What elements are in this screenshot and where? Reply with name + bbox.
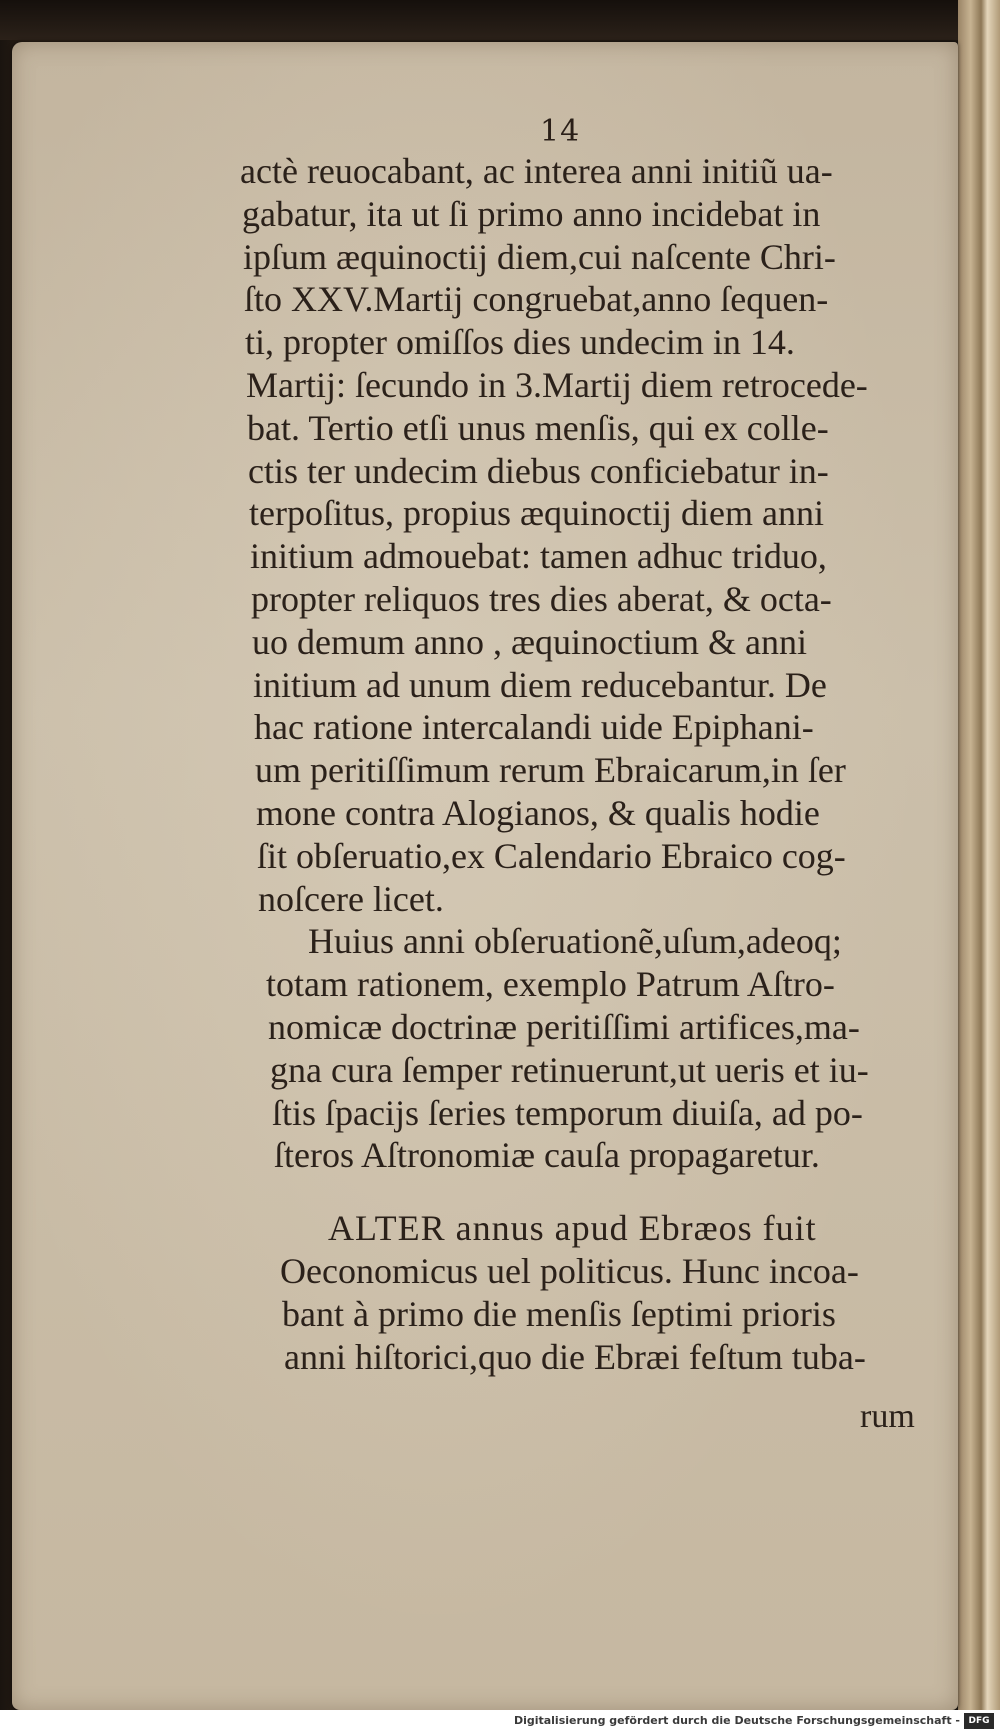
- text-line: nomicæ doctrinæ peritiſſimi artifices,ma-: [268, 1006, 860, 1047]
- text-line: totam rationem, exemplo Patrum Aſtro-: [266, 964, 835, 1005]
- catchword: rum: [860, 1398, 915, 1435]
- dfg-logo-icon: DFG: [964, 1713, 994, 1729]
- text-line: ALTER annus apud Ebræos fuit: [328, 1208, 817, 1249]
- text-line: hac ratione intercalandi uide Epiphani-: [254, 707, 814, 748]
- text-line: gna cura ſemper retinuerunt,ut ueris et iu-: [270, 1049, 869, 1090]
- text-line: gabatur, ita ut ſi primo anno incidebat in: [242, 193, 821, 234]
- digitization-footer: [0, 1710, 1000, 1733]
- text-line: uo demum anno , æquinoctium & anni: [252, 621, 807, 662]
- book-edge-top: [0, 0, 1000, 40]
- text-line: Martij: ſecundo in 3.Martij diem retrocede-: [246, 364, 868, 405]
- paragraph-1: [240, 150, 930, 920]
- text-line: Huius anni obſeruationẽ,uſum,adeoq;: [308, 921, 842, 962]
- text-line: ti, propter omiſſos dies undecim in 14.: [245, 322, 795, 363]
- text-line: anni hiſtorici,quo die Ebræi feſtum tuba-: [284, 1336, 866, 1377]
- text-line: actè reuocabant, ac interea anni initiũ ua-: [240, 151, 833, 191]
- text-line: Oeconomicus uel politicus. Hunc incoa-: [280, 1250, 859, 1291]
- text-line: noſcere licet.: [258, 878, 444, 919]
- text-line: initium ad unum diem reducebantur. De: [253, 664, 827, 705]
- text-line: ſto XXV.Martij congruebat,anno ſequen-: [244, 279, 829, 320]
- text-line: bat. Tertio etſi unus menſis, qui ex colle-: [247, 407, 829, 448]
- body-text: [240, 150, 930, 1378]
- paragraph-3: [240, 1207, 930, 1378]
- text-line: ſit obſeruatio,ex Calendario Ebraico cog-: [257, 835, 846, 876]
- text-line: propter reliquos tres dies aberat, & octa-: [251, 578, 832, 619]
- paragraph-gap: [240, 1177, 930, 1207]
- text-line: bant à primo die menſis ſeptimi prioris: [282, 1293, 836, 1334]
- text-line: um peritiſſimum rerum Ebraicarum,in ſer: [255, 750, 846, 791]
- text-line: ipſum æquinoctij diem,cui naſcente Chri-: [243, 236, 836, 277]
- text-line: ctis ter undecim diebus conficiebatur in-: [248, 450, 829, 491]
- book-edge-right: [958, 0, 1000, 1733]
- page-number: 14: [540, 114, 581, 149]
- paragraph-2: [240, 920, 930, 1177]
- footer-credit-text: Digitalisierung gefördert durch die Deutsche Forschungsgemeinschaft -: [513, 1714, 960, 1727]
- text-line: terpoſitus, propius æquinoctij diem anni: [249, 493, 824, 534]
- text-line: mone contra Alogianos, & qualis hodie: [256, 792, 820, 833]
- text-line: ſtis ſpacijs ſeries temporum diuiſa, ad po-: [272, 1092, 863, 1133]
- text-line: initium admouebat: tamen adhuc triduo,: [250, 536, 827, 577]
- text-line: ſteros Aſtronomiæ cauſa propagaretur.: [274, 1135, 820, 1176]
